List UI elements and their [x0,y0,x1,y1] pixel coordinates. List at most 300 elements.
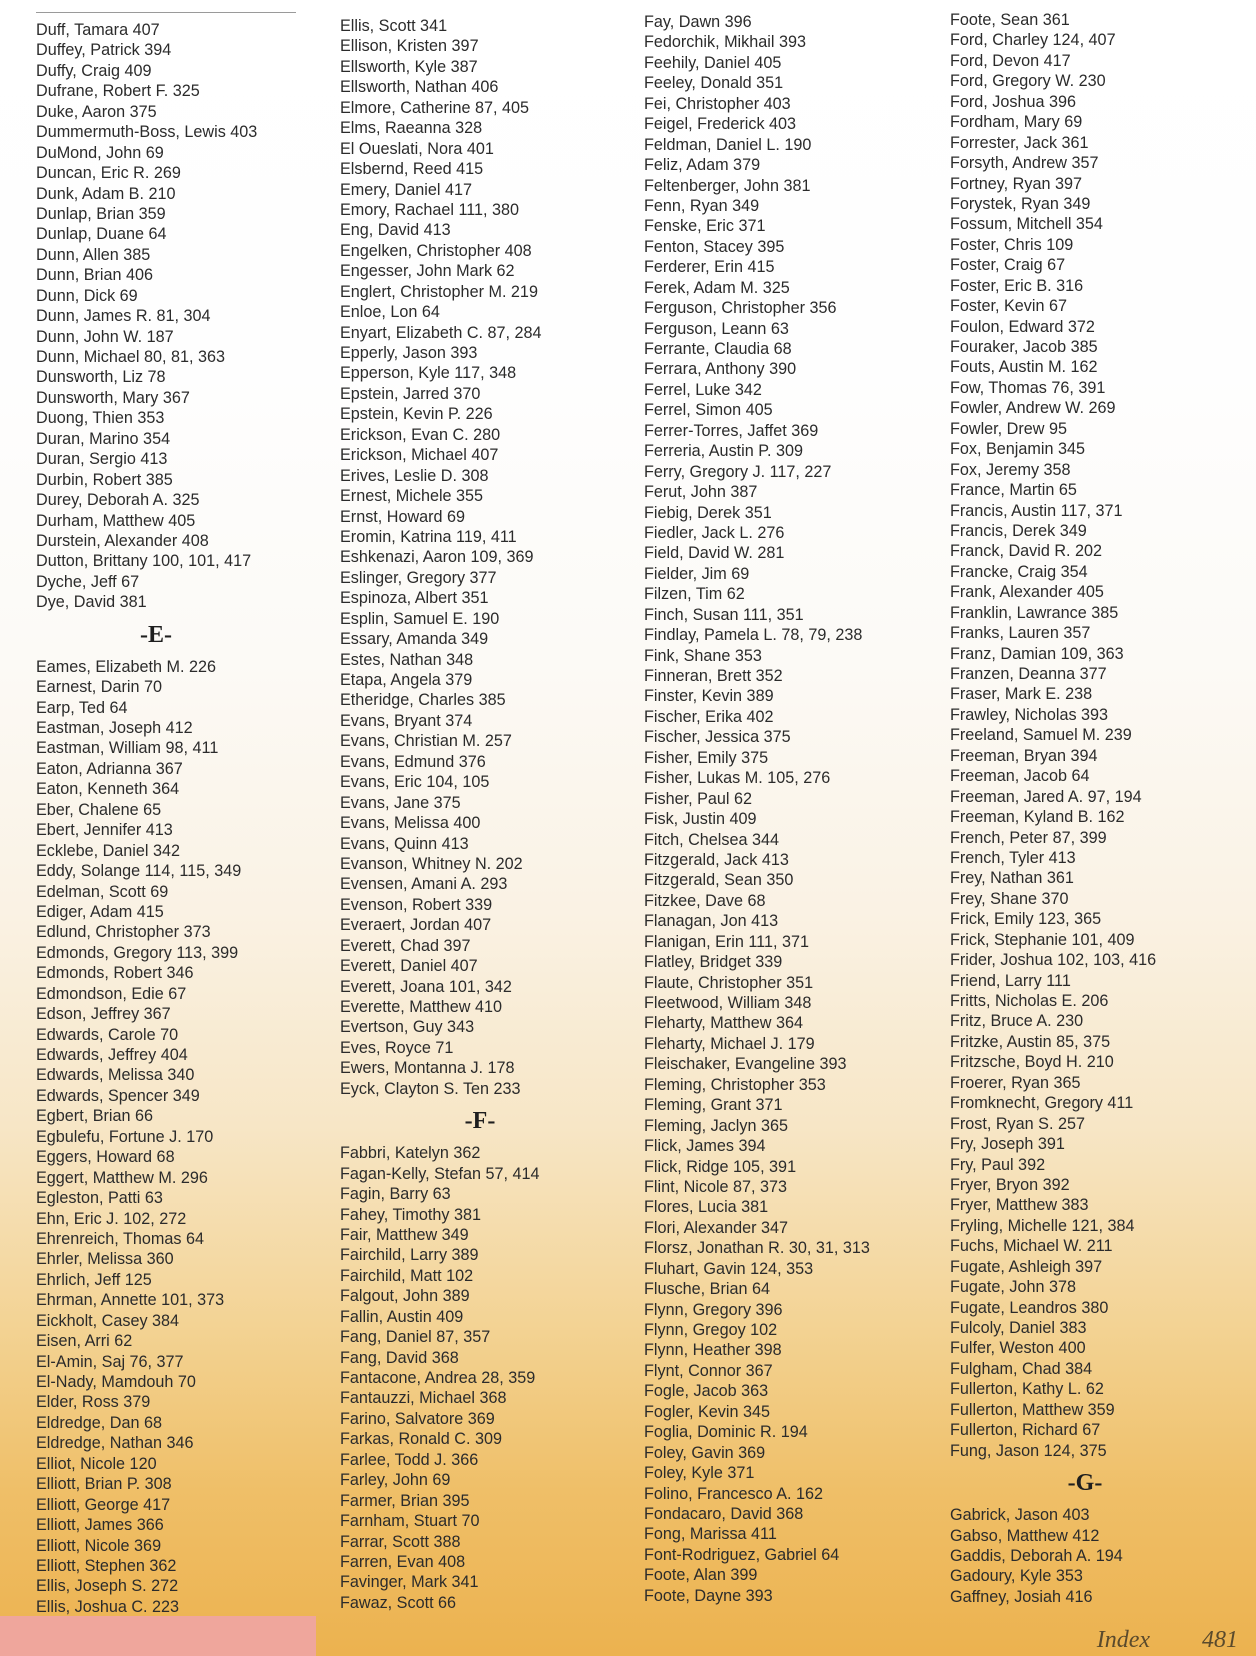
index-entry: Fow, Thomas 76, 391 [950,378,1106,397]
index-entry: Flynn, Heather 398 [644,1341,782,1360]
index-entry: Filzen, Tim 62 [644,585,745,604]
index-entry: Forrester, Jack 361 [950,133,1089,152]
index-entry: Gabrick, Jason 403 [950,1506,1090,1525]
index-entry: Fay, Dawn 396 [644,13,752,31]
index-entry: Fulfer, Weston 400 [950,1339,1086,1358]
index-entry: Ferguson, Leann 63 [644,319,789,338]
index-entry: Everett, Joana 101, 342 [340,977,512,996]
index-entry: Frawley, Nicholas 393 [950,705,1109,724]
index-entry: Evans, Quinn 413 [340,834,469,853]
index-entry: Durham, Matthew 405 [36,511,196,530]
index-entry: Ehrman, Annette 101, 373 [36,1291,225,1310]
index-entry: Friend, Larry 111 [950,971,1071,990]
index-entry: Eastman, William 98, 411 [36,739,219,758]
index-entry: Egleston, Patti 63 [36,1189,163,1208]
index-entry: Fisher, Paul 62 [644,789,752,808]
index-entry: Edwards, Jeffrey 404 [36,1046,188,1064]
index-entry: Fleetwood, William 348 [644,994,812,1012]
section-heading-g: -G- [1067,1470,1103,1497]
index-entry: Eastman, Joseph 412 [36,719,193,737]
index-entry: Fuchs, Michael W. 211 [950,1237,1113,1256]
index-entry: Dunn, Michael 80, 81, 363 [36,348,225,366]
index-entry: Essary, Amanda 349 [340,630,489,649]
index-entry: Foote, Alan 399 [644,1566,758,1585]
index-entry: Fitch, Chelsea 344 [644,830,779,849]
index-entry: Fisher, Emily 375 [644,748,769,767]
index-entry: Fox, Benjamin 345 [950,440,1085,459]
index-entry: Fry, Joseph 391 [950,1135,1065,1154]
index-entry: Fritzsche, Boyd H. 210 [950,1053,1114,1072]
index-entry: Freeman, Jacob 64 [950,767,1090,786]
index-entry: Eisen, Arri 62 [36,1332,133,1351]
index-entry: Fitzgerald, Jack 413 [644,850,789,869]
index-entry: Fedorchik, Mikhail 393 [644,33,806,52]
index-entry: Evensen, Amani A. 293 [340,875,508,894]
index-entry: Eldredge, Nathan 346 [36,1434,194,1453]
index-entry: Foster, Eric B. 316 [950,276,1084,295]
index-entry: Favinger, Mark 341 [340,1573,479,1592]
index-entry: Elliott, George 417 [36,1495,171,1514]
index-entry: Elliott, James 366 [36,1516,164,1535]
index-entry: Ferrel, Simon 405 [644,401,773,420]
index-entry: Fang, David 368 [340,1348,459,1367]
index-entry: Ford, Joshua 396 [950,92,1076,111]
index-entry: Finster, Kevin 389 [644,687,774,706]
index-entry: Franks, Lauren 357 [950,624,1091,643]
index-entry: Epperson, Kyle 117, 348 [340,364,517,383]
index-column-3 [644,12,944,1606]
index-entry: Farino, Salvatore 369 [340,1409,495,1428]
index-entry: France, Martin 65 [950,481,1077,500]
index-entry: Ewers, Montanna J. 178 [340,1059,515,1078]
index-entry: DuMond, John 69 [36,143,164,162]
index-entry: Earp, Ted 64 [36,698,128,717]
index-entry: Espinoza, Albert 351 [340,589,489,608]
index-entry: Fordham, Mary 69 [950,113,1083,132]
index-entry: Epstein, Kevin P. 226 [340,405,493,424]
index-entry: Epstein, Jarred 370 [340,384,481,403]
index-entry: Ehrlich, Jeff 125 [36,1270,152,1289]
index-entry: Fowler, Drew 95 [950,419,1067,438]
index-entry: Farnham, Stuart 70 [340,1512,480,1531]
index-entry: Fink, Shane 353 [644,646,762,665]
index-entry: Duncan, Eric R. 269 [36,164,181,183]
index-entry: Elliot, Nicole 120 [36,1454,157,1473]
index-entry: Foster, Chris 109 [950,235,1074,254]
index-entry: Fisher, Lukas M. 105, 276 [644,769,831,788]
index-entry: Everett, Daniel 407 [340,957,478,976]
index-entry: Finneran, Brett 352 [644,667,783,685]
index-entry: Ehn, Eric J. 102, 272 [36,1209,187,1228]
index-entry: Flanigan, Erin 111, 371 [644,932,809,951]
index-entry: Franzen, Deanna 377 [950,665,1107,683]
index-entry: Erives, Leslie D. 308 [340,466,489,485]
index-entry: Egbert, Brian 66 [36,1107,153,1126]
index-entry: Fluhart, Gavin 124, 353 [644,1259,814,1278]
index-entry: Francis, Derek 349 [950,521,1087,540]
index-entry: Ediger, Adam 415 [36,902,164,921]
index-entry: Elder, Ross 379 [36,1393,151,1412]
index-entry: Ferrara, Anthony 390 [644,360,797,379]
page-number: 481 [1202,1627,1238,1653]
index-entry: Fullerton, Matthew 359 [950,1400,1115,1419]
index-entry: Fry, Paul 392 [950,1155,1046,1174]
index-entry: El-Nady, Mamdouh 70 [36,1373,196,1391]
index-entry: Esplin, Samuel E. 190 [340,609,500,628]
index-entry: Field, David W. 281 [644,544,785,563]
index-entry: Dunlap, Brian 359 [36,204,166,223]
index-entry: Feliz, Adam 379 [644,156,761,175]
index-entry: Fortney, Ryan 397 [950,174,1082,193]
index-entry: Duong, Thien 353 [36,409,165,428]
page-footer [1097,1627,1238,1654]
index-entry: Flori, Alexander 347 [644,1218,788,1237]
index-entry: Evans, Edmund 376 [340,752,486,771]
index-entry: Ferreria, Austin P. 309 [644,442,803,461]
index-entry: Evans, Eric 104, 105 [340,773,490,792]
index-entry: Ferderer, Erin 415 [644,258,775,277]
index-entry: Eaton, Adrianna 367 [36,759,183,778]
index-entry: Fromknecht, Gregory 411 [950,1094,1134,1113]
index-entry: Epperly, Jason 393 [340,344,478,362]
index-entry: Fawaz, Scott 66 [340,1593,457,1612]
index-entry: Farley, John 69 [340,1471,451,1490]
index-entry: Edlund, Christopher 373 [36,923,211,942]
index-entry: Ellsworth, Kyle 387 [340,57,478,76]
index-entry: Duffy, Craig 409 [36,61,152,80]
index-entry: Folino, Francesco A. 162 [644,1484,824,1503]
index-entry: Evans, Christian M. 257 [340,732,512,751]
index-entry: Fleming, Jaclyn 365 [644,1116,788,1135]
index-entry: Fritz, Bruce A. 230 [950,1012,1084,1031]
index-entry: Fang, Daniel 87, 357 [340,1328,491,1347]
index-entry: Duff, Tamara 407 [36,21,160,39]
index-entry: Dunsworth, Liz 78 [36,368,166,387]
index-entry: Eromin, Katrina 119, 411 [340,527,517,546]
index-entry: Emery, Daniel 417 [340,180,472,199]
index-entry: Franck, David R. 202 [950,542,1103,561]
index-entry: Elliott, Stephen 362 [36,1556,177,1575]
index-entry: Finch, Susan 111, 351 [644,605,804,624]
index-entry: Froerer, Ryan 365 [950,1073,1081,1092]
index-entry: Durbin, Robert 385 [36,470,173,489]
index-entry: Enyart, Elizabeth C. 87, 284 [340,323,542,342]
index-entry: Englert, Christopher M. 219 [340,282,538,301]
index-entry: Ecklebe, Daniel 342 [36,841,180,860]
index-entry: Fagan-Kelly, Stefan 57, 414 [340,1164,540,1183]
index-entry: Edelman, Scott 69 [36,882,169,901]
index-entry: Dunn, Allen 385 [36,245,151,264]
index-entry: Ford, Charley 124, 407 [950,31,1116,50]
index-entry: Duffey, Patrick 394 [36,41,172,60]
entries-d [36,20,336,613]
index-entry: Dufrane, Robert F. 325 [36,82,200,101]
index-entry: Flusche, Brian 64 [644,1280,770,1299]
index-entry: Fullerton, Richard 67 [950,1421,1101,1440]
index-entry: Ellis, Scott 341 [340,17,448,35]
index-entry: Frost, Ryan S. 257 [950,1114,1085,1133]
index-entry: Font-Rodriguez, Gabriel 64 [644,1545,840,1564]
index-entry: Fahey, Timothy 381 [340,1205,481,1224]
index-entry: Foulon, Edward 372 [950,317,1095,336]
index-entry: Ehrler, Melissa 360 [36,1250,174,1269]
index-entry: Farmer, Brian 395 [340,1491,470,1510]
index-column-1 [36,20,336,1617]
index-entry: Freeman, Kyland B. 162 [950,808,1125,827]
index-entry: Dunk, Adam B. 210 [36,184,176,203]
index-entry: Everaert, Jordan 407 [340,916,492,935]
index-entry: Foley, Kyle 371 [644,1464,755,1483]
index-entry: Gaddis, Deborah A. 194 [950,1546,1123,1565]
index-entry: Fouts, Austin M. 162 [950,358,1098,377]
index-entry: Fugate, Ashleigh 397 [950,1257,1103,1276]
index-entry: Foote, Dayne 393 [644,1586,773,1605]
index-entry: Gadoury, Kyle 353 [950,1567,1083,1586]
index-entry: Erickson, Michael 407 [340,446,499,465]
index-entry: Dunlap, Duane 64 [36,225,167,244]
index-entry: Edmonds, Robert 346 [36,964,194,983]
index-entry: Gaffney, Josiah 416 [950,1587,1093,1606]
entries-e [36,657,336,1618]
index-entry: Farlee, Todd J. 366 [340,1450,479,1469]
index-entry: Fritzke, Austin 85, 375 [950,1032,1111,1051]
index-entry: Franklin, Lawrance 385 [950,603,1119,622]
index-entry: Fairchild, Larry 389 [340,1246,479,1265]
index-entry: Francis, Austin 117, 371 [950,501,1123,520]
index-entry: Findlay, Pamela L. 78, 79, 238 [644,626,863,645]
index-entry: Erickson, Evan C. 280 [340,425,501,444]
index-entry: Fogler, Kevin 345 [644,1402,770,1421]
index-entry: Duke, Aaron 375 [36,102,157,121]
index-entry: Evanson, Whitney N. 202 [340,854,523,873]
index-entry: Ford, Devon 417 [950,51,1071,70]
index-entry: Frey, Shane 370 [950,889,1069,908]
index-entry: Flick, Ridge 105, 391 [644,1157,797,1176]
index-entry: Evertson, Guy 343 [340,1018,475,1037]
index-entry: Emory, Rachael 111, 380 [340,200,520,219]
index-entry: Fiedler, Jack L. 276 [644,523,785,542]
index-entry: Fitzkee, Dave 68 [644,891,766,910]
index-entry: Ferek, Adam M. 325 [644,278,790,297]
index-column-4 [950,10,1250,1607]
index-entry: Fung, Jason 124, 375 [950,1441,1107,1460]
index-entry: El-Amin, Saj 76, 377 [36,1352,184,1371]
index-entry: Ellison, Kristen 397 [340,37,479,56]
index-entry: Elliott, Brian P. 308 [36,1475,172,1494]
index-entry: Eames, Elizabeth M. 226 [36,657,216,676]
index-entry: Eggert, Matthew M. 296 [36,1168,208,1187]
index-entry: Eves, Royce 71 [340,1038,454,1057]
entries-e-continued [340,16,640,1099]
index-entry: Fleming, Grant 371 [644,1096,783,1115]
index-entry: Freeman, Bryan 394 [950,746,1098,765]
index-entry: Eng, David 413 [340,221,451,240]
index-entry: Fielder, Jim 69 [644,564,750,583]
index-entry: Fogle, Jacob 363 [644,1382,769,1401]
index-entry: Frider, Joshua 102, 103, 416 [950,951,1157,970]
entries-f-end [950,10,1250,1461]
index-entry: Edwards, Melissa 340 [36,1066,195,1085]
index-entry: Fong, Marissa 411 [644,1525,777,1544]
index-entry: Flaute, Christopher 351 [644,973,814,992]
index-entry: Fryer, Matthew 383 [950,1196,1089,1215]
index-entry: Fantacone, Andrea 28, 359 [340,1369,536,1387]
index-entry: Fenn, Ryan 349 [644,196,760,215]
index-entry: Ehrenreich, Thomas 64 [36,1229,204,1248]
index-entry: Everett, Chad 397 [340,936,471,955]
index-entry: El Oueslati, Nora 401 [340,139,494,158]
index-entry: Enloe, Lon 64 [340,303,440,322]
index-entry: Engesser, John Mark 62 [340,262,515,281]
index-entry: French, Peter 87, 399 [950,828,1107,847]
index-entry: Fleharty, Michael J. 179 [644,1034,815,1053]
index-entry: Estes, Nathan 348 [340,650,474,669]
index-entry: Fryling, Michelle 121, 384 [950,1216,1135,1235]
index-entry: Ford, Gregory W. 230 [950,72,1106,91]
index-entry: Francke, Craig 354 [950,562,1088,581]
index-entry: Fox, Jeremy 358 [950,460,1071,479]
index-entry: Gabso, Matthew 412 [950,1526,1100,1545]
index-entry: Falgout, John 389 [340,1287,470,1306]
index-entry: Fenton, Stacey 395 [644,237,785,256]
index-entry: Eyck, Clayton S. Ten 233 [340,1079,521,1098]
index-entry: Eslinger, Gregory 377 [340,568,497,587]
index-entry: Dummermuth-Boss, Lewis 403 [36,123,258,142]
index-entry: Farrar, Scott 388 [340,1532,461,1551]
index-entry: Fullerton, Kathy L. 62 [950,1380,1104,1399]
index-entry: Feltenberger, John 381 [644,176,811,195]
index-entry: Ebert, Jennifer 413 [36,821,173,840]
index-entry: Ellsworth, Nathan 406 [340,78,499,97]
index-entry: Fiebig, Derek 351 [644,503,772,522]
index-entry: Fondacaro, David 368 [644,1504,804,1523]
index-entry: Dunsworth, Mary 367 [36,388,190,407]
index-entry: Fischer, Erika 402 [644,707,774,726]
index-entry: Edwards, Carole 70 [36,1025,179,1044]
index-entry: Ellis, Joshua C. 223 [36,1597,180,1616]
index-entry: Eshkenazi, Aaron 109, 369 [340,548,534,567]
index-entry: Fleharty, Matthew 364 [644,1014,803,1033]
index-entry: Evans, Jane 375 [340,793,461,812]
index-entry: Fantauzzi, Michael 368 [340,1389,507,1408]
index-entry: Fugate, John 378 [950,1278,1076,1297]
index-entry: Elsbernd, Reed 415 [340,160,484,179]
footer-label: Index [1096,1627,1150,1653]
index-entry: Farren, Evan 408 [340,1552,466,1571]
index-entry: Freeland, Samuel M. 239 [950,726,1132,745]
index-entry: Fabbri, Katelyn 362 [340,1144,481,1163]
index-entry: Fowler, Andrew W. 269 [950,399,1116,418]
entries-g [950,1505,1250,1607]
index-entry: Dutton, Brittany 100, 101, 417 [36,552,252,571]
index-entry: Eickholt, Casey 384 [36,1311,180,1330]
index-entry: Eggers, Howard 68 [36,1148,175,1167]
index-entry: Frey, Nathan 361 [950,869,1074,888]
index-entry: Foster, Kevin 67 [950,297,1067,316]
entries-f-continued [644,12,944,1606]
index-entry: Fair, Matthew 349 [340,1225,469,1244]
index-entry: Dunn, Dick 69 [36,286,138,305]
section-heading-e: -E- [140,621,172,648]
index-entry: Etheridge, Charles 385 [340,691,506,710]
index-entry: Edmondson, Edie 67 [36,984,187,1003]
index-entry: Ernst, Howard 69 [340,507,466,526]
entries-f [340,1143,640,1613]
index-entry: Flatley, Bridget 339 [644,953,783,972]
index-entry: Ferrer-Torres, Jaffet 369 [644,421,819,440]
index-entry: Engelken, Christopher 408 [340,241,532,260]
index-entry: Ellis, Joseph S. 272 [36,1577,179,1596]
index-entry: Fei, Christopher 403 [644,94,791,113]
index-entry: Florsz, Jonathan R. 30, 31, 313 [644,1239,870,1258]
index-entry: Freeman, Jared A. 97, 194 [950,787,1142,806]
index-entry: Fraser, Mark E. 238 [950,685,1093,704]
index-entry: Ferguson, Christopher 356 [644,299,837,318]
index-entry: Dunn, John W. 187 [36,327,174,346]
index-entry: Fryer, Bryon 392 [950,1175,1070,1194]
index-entry: Fagin, Barry 63 [340,1185,451,1204]
index-entry: Flick, James 394 [644,1137,766,1156]
index-entry: Eldredge, Dan 68 [36,1413,162,1432]
index-entry: Flint, Nicole 87, 373 [644,1177,788,1196]
index-entry: Evans, Bryant 374 [340,711,473,730]
index-entry: Edson, Jeffrey 367 [36,1005,171,1024]
index-entry: Eddy, Solange 114, 115, 349 [36,862,242,881]
index-entry: Ferrante, Claudia 68 [644,340,792,358]
index-entry: Dunn, James R. 81, 304 [36,307,211,326]
index-entry: French, Tyler 413 [950,848,1076,867]
index-entry: Etapa, Angela 379 [340,671,473,689]
index-entry: Egbulefu, Fortune J. 170 [36,1127,214,1146]
index-entry: Fitzgerald, Sean 350 [644,871,794,890]
section-heading-f: -F- [464,1108,496,1135]
index-entry: Foote, Sean 361 [950,11,1070,29]
index-entry: Fleming, Christopher 353 [644,1075,826,1094]
index-entry: Flores, Lucia 381 [644,1198,769,1217]
index-entry: Forystek, Ryan 349 [950,194,1091,213]
index-entry: Flanagan, Jon 413 [644,912,779,931]
index-entry: Ferry, Gregory J. 117, 227 [644,462,832,481]
index-entry: Frick, Stephanie 101, 409 [950,930,1135,949]
index-entry: Eaton, Kenneth 364 [36,780,180,799]
index-entry: Durstein, Alexander 408 [36,531,209,550]
index-entry: Foster, Craig 67 [950,256,1066,275]
index-entry: Fleischaker, Evangeline 393 [644,1055,847,1074]
index-entry: Foglia, Dominic R. 194 [644,1423,808,1442]
index-entry: Dunn, Brian 406 [36,266,153,285]
index-entry: Fugate, Leandros 380 [950,1298,1109,1317]
index-entry: Frank, Alexander 405 [950,583,1104,602]
index-entry: Dyche, Jeff 67 [36,572,140,591]
index-entry: Frick, Emily 123, 365 [950,910,1102,929]
index-entry: Dye, David 381 [36,593,147,612]
index-entry: Feehily, Daniel 405 [644,53,782,72]
index-entry: Fulgham, Chad 384 [950,1359,1093,1378]
index-entry: Elmore, Catherine 87, 405 [340,98,529,117]
index-entry: Ferrel, Luke 342 [644,380,762,399]
index-entry: Fulcoly, Daniel 383 [950,1319,1087,1337]
index-entry: Edmonds, Gregory 113, 399 [36,943,239,962]
index-entry: Forsyth, Andrew 357 [950,154,1099,173]
top-rule [36,12,296,13]
index-entry: Flynn, Gregoy 102 [644,1321,778,1339]
index-entry: Ernest, Michele 355 [340,487,484,506]
index-entry: Edwards, Spencer 349 [36,1086,200,1105]
index-entry: Earnest, Darin 70 [36,678,162,697]
index-entry: Elliott, Nicole 369 [36,1536,162,1555]
index-entry: Duran, Marino 354 [36,429,171,448]
index-entry: Eber, Chalene 65 [36,800,162,819]
